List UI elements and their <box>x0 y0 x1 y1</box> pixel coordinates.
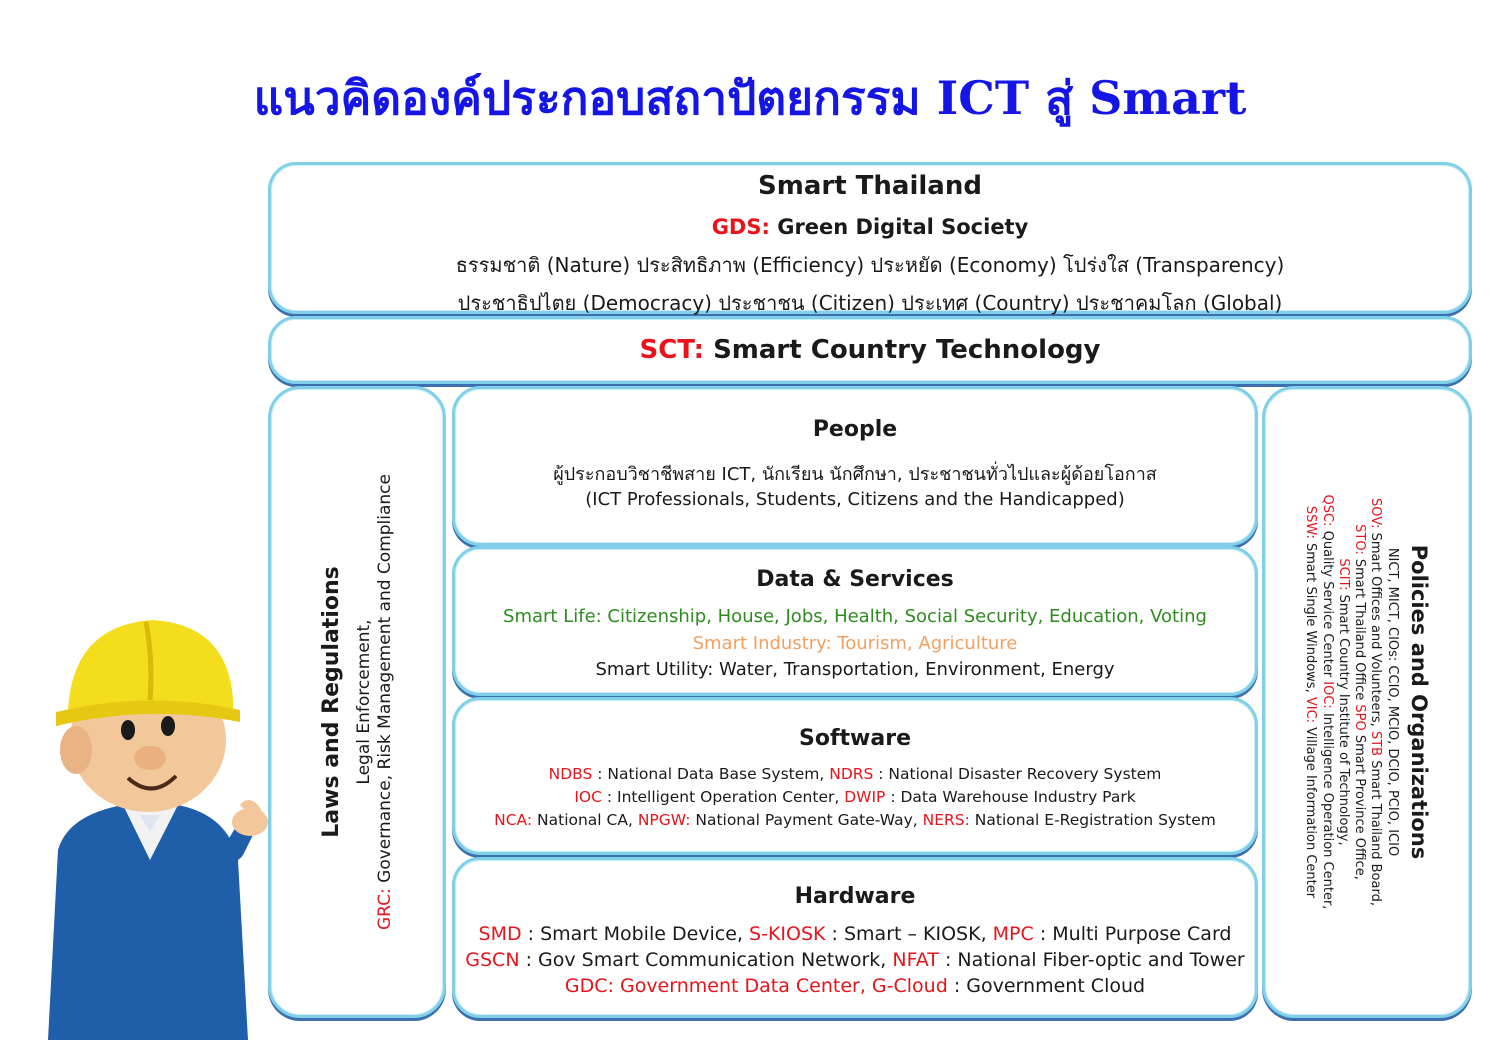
gscn-abbr: GSCN <box>465 949 520 971</box>
policies-line1: NICT, MICT, CIOs: CCIO, MCIO, DCIO, PCIO, ICIO <box>1384 547 1400 857</box>
ndbs-text: : National Data Base System, <box>592 765 830 783</box>
scit-text: Smart Country Institute of Technology, <box>1335 590 1351 846</box>
ioc-text: Intelligence Operation Center, <box>1319 708 1335 910</box>
sct-abbr: SCT: <box>639 335 705 365</box>
software-heading: Software <box>799 726 911 751</box>
sw-ioc-abbr: IOC <box>574 788 602 806</box>
policies-sto-line <box>1351 495 1367 910</box>
ioc-abbr: IOC: <box>1319 681 1335 709</box>
ndbs-abbr: NDBS <box>548 765 593 783</box>
laws-grc-line <box>375 474 396 930</box>
sw-ioc-text: : Intelligent Operation Center, <box>601 788 845 806</box>
grc-text: Governance, Risk Management and Compliance <box>374 473 395 889</box>
vic-text: Village Information Center <box>1303 723 1319 899</box>
dwip-text: : Data Warehouse Industry Park <box>885 788 1136 806</box>
smart-thailand-box <box>268 162 1472 314</box>
software-line3 <box>455 811 1255 829</box>
nfat-abbr: NFAT <box>892 949 939 971</box>
ndrs-abbr: NDRS <box>829 765 874 783</box>
software-box <box>452 697 1258 855</box>
ners-abbr: NERS: <box>922 811 970 829</box>
sct-line <box>271 335 1469 365</box>
values-line-1: ธรรมชาติ (Nature) ประสิทธิภาพ (Efficiency) ประหยัด (Economy) โปร่งใส (Transparency) <box>455 253 1285 277</box>
mpc-text: : Multi Purpose Card <box>1033 923 1232 945</box>
people-box <box>452 386 1258 546</box>
sct-text: Smart Country Technology <box>704 335 1101 365</box>
sto-text: Smart Thailand Office <box>1352 554 1368 705</box>
spo-text: Smart Province Office, <box>1352 730 1368 880</box>
hardware-line1 <box>455 923 1255 945</box>
skiosk-text: : Smart – KIOSK, <box>825 923 993 945</box>
policies-ssw-line <box>1302 495 1318 910</box>
stb-abbr: STB <box>1368 730 1384 757</box>
sct-box <box>268 316 1472 384</box>
policies-sov-line <box>1367 495 1383 910</box>
people-heading: People <box>812 417 898 442</box>
qsc-text: Quality Service Center <box>1319 526 1335 682</box>
smart-life-line: Smart Life: Citizenship, House, Jobs, Health, Social Security, Education, Voting <box>503 606 1207 627</box>
grc-abbr: GRC: <box>374 888 395 931</box>
laws-box <box>268 386 446 1018</box>
hardware-heading: Hardware <box>794 884 916 909</box>
data-services-heading: Data & Services <box>756 567 954 592</box>
smart-thailand-heading: Smart Thailand <box>758 171 982 201</box>
engineer-mascot-icon <box>28 600 268 1040</box>
mpc-abbr: MPC <box>992 923 1034 945</box>
sov-abbr: SOV: <box>1368 498 1384 529</box>
policies-box <box>1262 386 1472 1018</box>
gdc-abbr: GDC: Government Data Center, G-Cloud <box>564 975 948 997</box>
scit-abbr: SCIT: <box>1335 558 1351 591</box>
spo-abbr: SPO <box>1352 704 1368 731</box>
policies-scit-line <box>1335 495 1351 910</box>
skiosk-abbr: S-KIOSK <box>749 923 826 945</box>
smart-utility-line: Smart Utility: Water, Transportation, Environment, Energy <box>595 659 1115 680</box>
npgw-abbr: NPGW: <box>637 811 691 829</box>
sov-text: Smart Offices and Volunteers, <box>1368 528 1384 731</box>
smd-text: : Smart Mobile Device, <box>521 923 750 945</box>
values-line-2: ประชาธิปไตย (Democracy) ประชาชน (Citizen) ประเทศ (Country) ประชาคมโลก (Global) <box>457 291 1283 315</box>
ners-text: National E-Registration System <box>969 811 1216 829</box>
vic-abbr: VIC: <box>1303 696 1319 724</box>
gds-text: Green Digital Society <box>769 215 1029 239</box>
ssw-abbr: SSW: <box>1303 505 1319 539</box>
gdc-text: : Government Cloud <box>947 975 1146 997</box>
policies-heading: Policies and Organizations <box>1406 544 1431 860</box>
ssw-text: Smart Single Windows, <box>1303 538 1319 697</box>
policies-vertical-text <box>1302 495 1432 910</box>
laws-heading: Laws and Regulations <box>319 566 344 838</box>
laws-vertical-text <box>318 474 396 930</box>
people-line1: ผู้ประกอบวิชาชีพสาย ICT, นักเรียน นักศึกษา, ประชาชนทั่วไปและผู้ด้อยโอกาส <box>553 464 1157 485</box>
hardware-box <box>452 857 1258 1018</box>
laws-line1: Legal Enforcement, <box>353 619 374 785</box>
stb-text: Smart Thailand Board, <box>1368 756 1384 906</box>
hardware-line3 <box>455 975 1255 997</box>
page-title: แนวคิดองค์ประกอบสถาปัตยกรรม ICT สู่ Smart <box>253 71 1247 125</box>
gds-line <box>271 215 1469 239</box>
sto-abbr: STO: <box>1352 524 1368 555</box>
qsc-abbr: QSC: <box>1319 494 1335 527</box>
npgw-text: National Payment Gate-Way, <box>690 811 923 829</box>
gds-abbr: GDS: <box>711 215 770 239</box>
smart-industry-line: Smart Industry: Tourism, Agriculture <box>692 633 1018 654</box>
people-line2: (ICT Professionals, Students, Citizens and the Handicapped) <box>585 489 1125 510</box>
gscn-text: : Gov Smart Communication Network, <box>519 949 893 971</box>
hardware-line2 <box>455 949 1255 971</box>
policies-qsc-line <box>1318 495 1334 910</box>
nca-abbr: NCA: <box>494 811 533 829</box>
software-line1 <box>455 765 1255 783</box>
smd-abbr: SMD <box>478 923 522 945</box>
data-services-box <box>452 546 1258 696</box>
ndrs-text: : National Disaster Recovery System <box>873 765 1162 783</box>
nfat-text: : National Fiber-optic and Tower <box>938 949 1245 971</box>
software-line2 <box>455 788 1255 806</box>
dwip-abbr: DWIP <box>844 788 886 806</box>
nca-text: National CA, <box>532 811 638 829</box>
